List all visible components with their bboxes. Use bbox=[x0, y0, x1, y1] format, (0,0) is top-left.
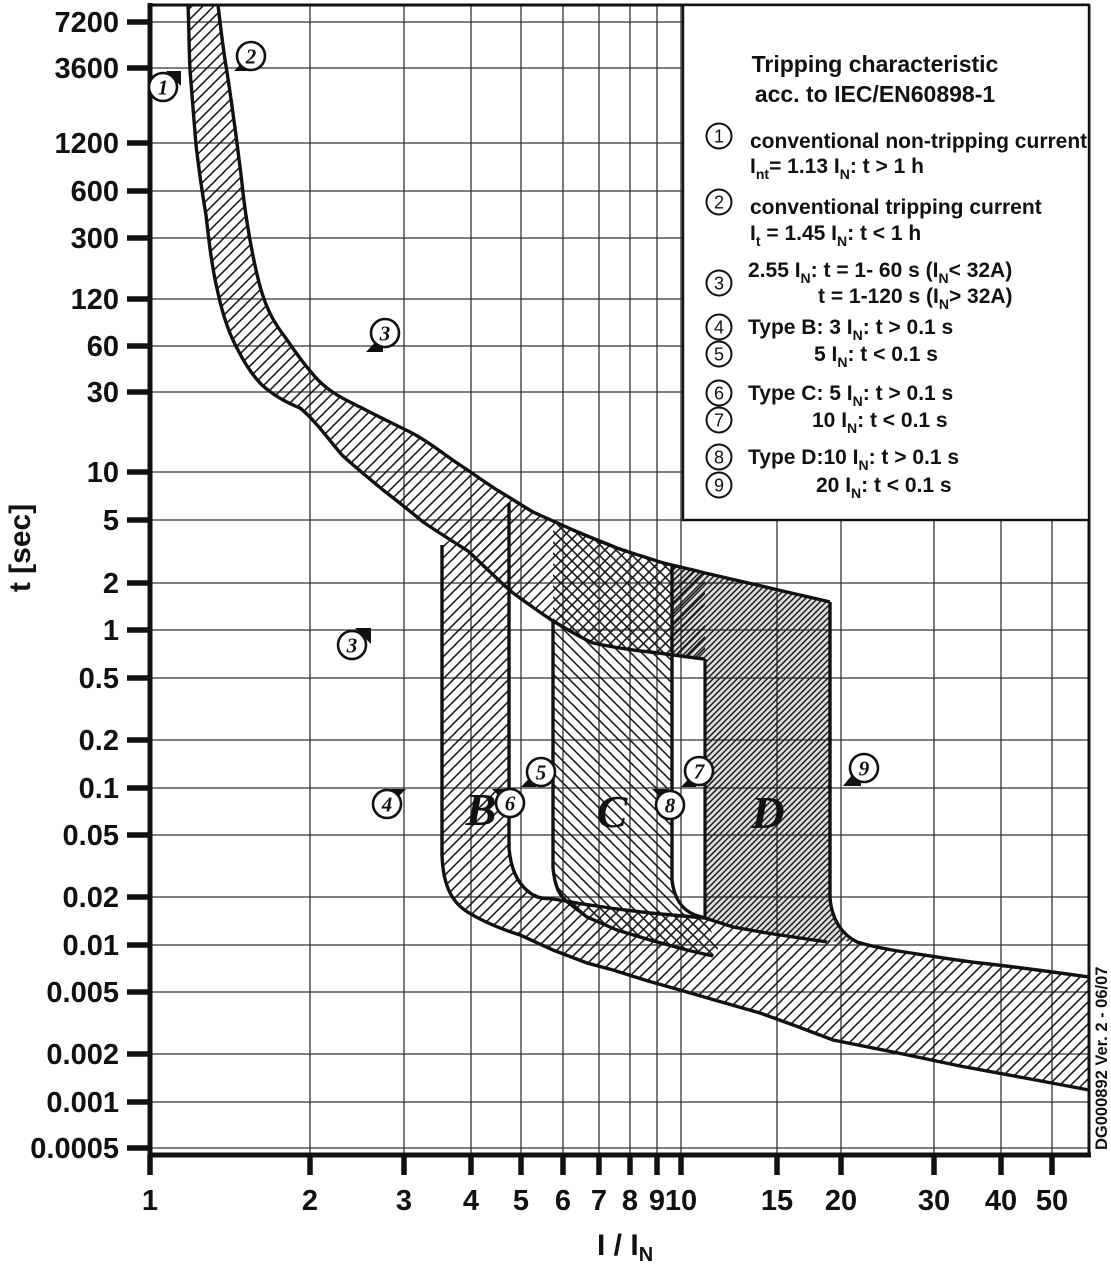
watermark bbox=[1093, 967, 1111, 1150]
y-tick-label-0.005: 0.005 bbox=[46, 977, 119, 1009]
legend-number-3: 3 bbox=[713, 273, 725, 294]
y-tick-label-0.01: 0.01 bbox=[62, 930, 119, 962]
marker-5-5 bbox=[521, 758, 555, 787]
legend-text-1-1: conventional non-tripping current bbox=[750, 130, 1088, 153]
legend-title-line-2: acc. to IEC/EN60898-1 bbox=[754, 81, 996, 107]
legend-text-4-1: Type B: 3 $I_N$: t > 0.1 s bbox=[748, 316, 954, 343]
x-tick-label-10: 10 bbox=[664, 1185, 698, 1217]
type-letter-D: D bbox=[751, 787, 785, 838]
marker-1-0 bbox=[149, 71, 181, 101]
x-tick-label-2: 2 bbox=[301, 1185, 319, 1217]
legend-number-8: 8 bbox=[713, 447, 725, 468]
y-tick-label-0.1: 0.1 bbox=[78, 773, 119, 805]
type-letter-B: B bbox=[465, 784, 497, 835]
y-tick-label-0.2: 0.2 bbox=[78, 725, 119, 757]
legend-text-9-1: 20 $I_N$: t < 0.1 s bbox=[816, 474, 952, 501]
x-tick-label-6: 6 bbox=[554, 1185, 572, 1217]
marker-number-4: 4 bbox=[381, 792, 393, 817]
y-tick-label-30: 30 bbox=[86, 377, 119, 409]
x-tick-label-40: 40 bbox=[984, 1185, 1018, 1217]
y-tick-label-0.5: 0.5 bbox=[78, 663, 119, 695]
x-tick-label-7: 7 bbox=[590, 1185, 608, 1217]
legend-text-3-1: 2.55 $I_N$: t = 1- 60 s $(I_N< 32A)$ bbox=[748, 259, 1013, 286]
marker-number-3: 3 bbox=[379, 321, 391, 346]
y-tick-label-0.05: 0.05 bbox=[62, 820, 119, 852]
legend-text-3-2: t = 1-120 s $(I_N> 32A)$ bbox=[818, 285, 1013, 312]
legend bbox=[683, 5, 1089, 520]
x-tick-label-5: 5 bbox=[512, 1185, 530, 1217]
legend-number-7: 7 bbox=[713, 410, 725, 431]
y-tick-label-120: 120 bbox=[70, 284, 119, 316]
legend-text-5-1: 5 $I_N$: t < 0.1 s bbox=[814, 343, 938, 370]
marker-number-2: 2 bbox=[245, 44, 257, 69]
x-tick-label-15: 15 bbox=[760, 1185, 794, 1217]
legend-text-2-2: $I_t = 1.45$ $I_N$: t < 1 h bbox=[750, 222, 922, 249]
marker-number-7: 7 bbox=[693, 759, 705, 784]
marker-2-1 bbox=[234, 42, 265, 71]
legend-text-7-1: 10 $I_N$: t < 0.1 s bbox=[812, 409, 948, 436]
marker-number-8: 8 bbox=[664, 793, 676, 818]
legend-number-2: 2 bbox=[713, 192, 725, 213]
marker-3-2 bbox=[366, 319, 399, 352]
y-tick-label-1: 1 bbox=[102, 615, 119, 647]
y-tick-label-2: 2 bbox=[102, 568, 119, 600]
legend-number-5: 5 bbox=[713, 344, 725, 365]
x-tick-label-8: 8 bbox=[621, 1185, 639, 1217]
x-tick-label-1: 1 bbox=[141, 1185, 159, 1217]
marker-3-3 bbox=[338, 628, 371, 659]
y-tick-label-7200: 7200 bbox=[54, 7, 119, 39]
legend-text-6-1: Type C: 5 $I_N$: t > 0.1 s bbox=[748, 382, 954, 409]
y-tick-label-1200: 1200 bbox=[54, 128, 119, 160]
legend-title-line-1: Tripping characteristic bbox=[751, 51, 999, 77]
marker-9-9 bbox=[843, 754, 878, 786]
d-right-and-upper-boundary bbox=[830, 602, 1089, 977]
marker-number-1: 1 bbox=[157, 75, 169, 100]
x-axis-title: I / $I_N$ bbox=[597, 1229, 654, 1266]
marker-number-5: 5 bbox=[535, 760, 547, 785]
y-axis-title: t [sec] bbox=[4, 503, 37, 593]
x-tick-label-4: 4 bbox=[462, 1185, 480, 1217]
marker-4-4 bbox=[373, 789, 406, 818]
x-tick-label-3: 3 bbox=[395, 1185, 413, 1217]
legend-text-8-1: Type D:10 $I_N$: t > 0.1 s bbox=[748, 446, 960, 473]
x-tick-label-50: 50 bbox=[1035, 1185, 1069, 1217]
y-tick-label-10: 10 bbox=[86, 457, 119, 489]
x-tick-label-9: 9 bbox=[648, 1185, 666, 1217]
y-tick-label-0.001: 0.001 bbox=[46, 1087, 119, 1119]
marker-number-6: 6 bbox=[504, 791, 516, 816]
y-tick-label-60: 60 bbox=[86, 331, 119, 363]
y-tick-label-3600: 3600 bbox=[54, 53, 119, 85]
y-tick-label-5: 5 bbox=[102, 505, 119, 537]
legend-text-2-1: conventional tripping current bbox=[750, 196, 1042, 219]
x-tick-label-20: 20 bbox=[824, 1185, 858, 1217]
type-d-band bbox=[672, 566, 852, 942]
legend-number-9: 9 bbox=[713, 475, 725, 496]
marker-7-7 bbox=[681, 757, 713, 787]
x-tick-label-30: 30 bbox=[917, 1185, 951, 1217]
marker-number-3: 3 bbox=[346, 633, 358, 658]
y-tick-label-300: 300 bbox=[70, 223, 119, 255]
type-letter-C: C bbox=[596, 786, 628, 837]
y-tick-label-0.0005: 0.0005 bbox=[30, 1133, 119, 1165]
y-tick-label-0.02: 0.02 bbox=[62, 882, 119, 914]
legend-text-1-2: $I_{nt}= 1.13$ $I_N$: t > 1 h bbox=[750, 155, 924, 182]
legend-number-4: 4 bbox=[713, 317, 725, 338]
y-tick-label-600: 600 bbox=[70, 176, 119, 208]
y-tick-label-0.002: 0.002 bbox=[46, 1039, 119, 1071]
legend-number-1: 1 bbox=[713, 126, 725, 147]
doc-number-watermark: DG000892 Ver. 2 - 06/07 bbox=[1093, 966, 1111, 1150]
legend-number-6: 6 bbox=[713, 383, 725, 404]
marker-number-9: 9 bbox=[858, 756, 870, 781]
